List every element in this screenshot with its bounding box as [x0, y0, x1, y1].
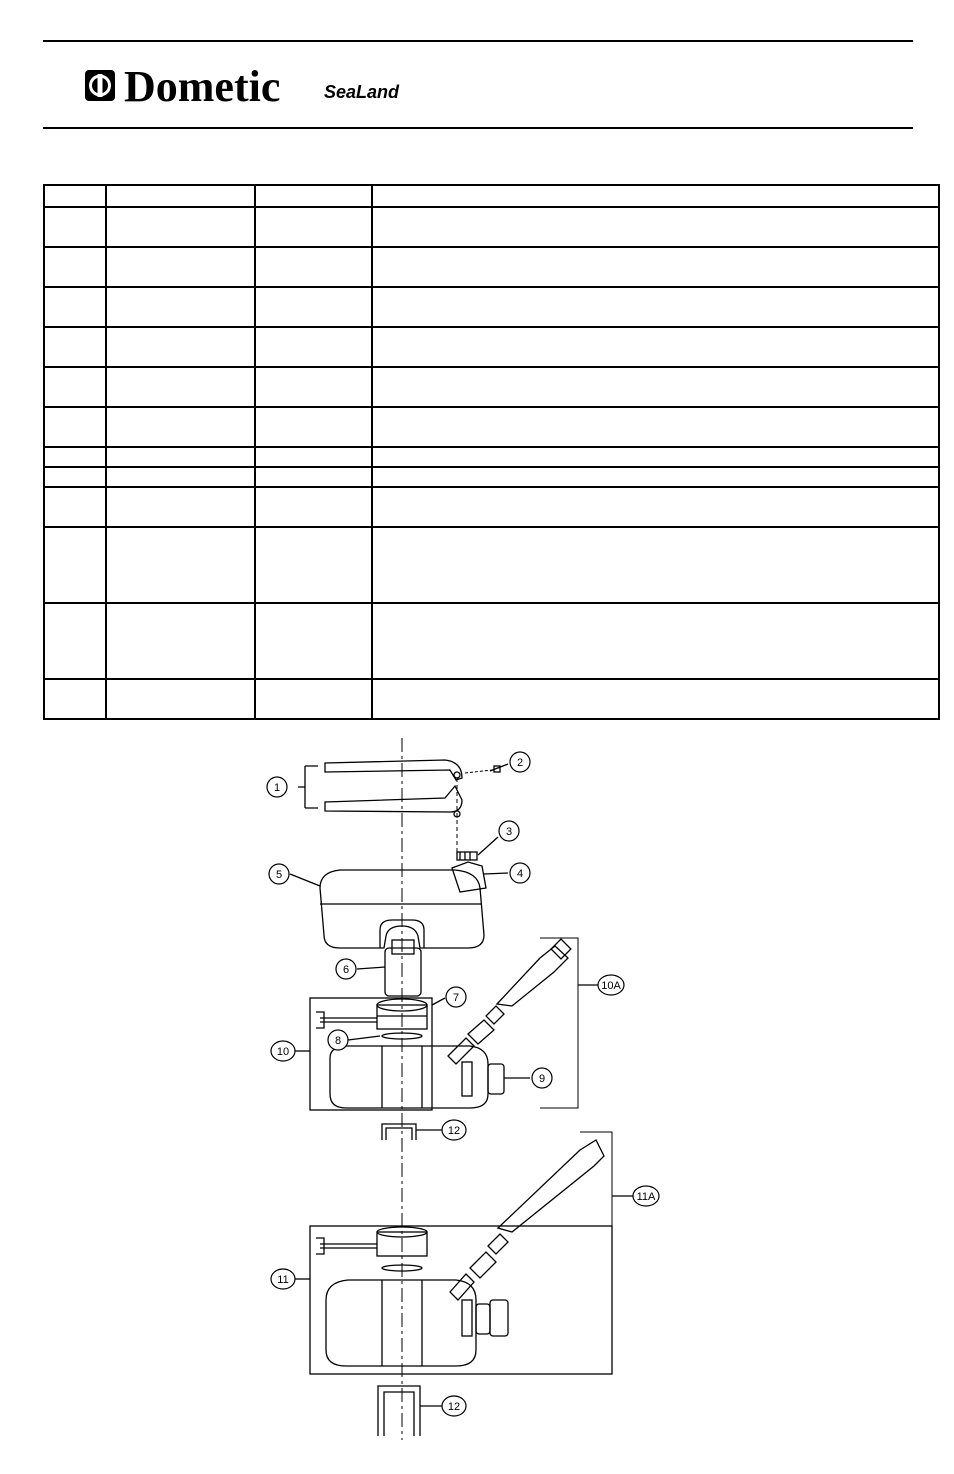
- cell: [255, 447, 372, 467]
- cell: [106, 467, 255, 487]
- cell: [372, 247, 939, 287]
- cell: [44, 327, 106, 367]
- bottom-rule: [43, 127, 913, 129]
- cell: [372, 679, 939, 719]
- cell: [106, 407, 255, 447]
- cell: [255, 603, 372, 679]
- cell: [106, 247, 255, 287]
- top-rule: [43, 40, 913, 42]
- cell: [372, 527, 939, 603]
- callout-10: 10: [276, 1046, 290, 1058]
- cell: [372, 447, 939, 467]
- callout-4: 4: [516, 868, 524, 880]
- cell: [106, 367, 255, 407]
- callout-5: 5: [275, 869, 283, 881]
- header-item: [44, 185, 106, 207]
- cell: [255, 407, 372, 447]
- cell: [44, 207, 106, 247]
- sub-brand-name: SeaLand: [324, 82, 400, 102]
- header-quantity: [255, 185, 372, 207]
- cell: [106, 603, 255, 679]
- cell: [255, 367, 372, 407]
- cell: [255, 679, 372, 719]
- cell: [44, 527, 106, 603]
- cell: [372, 603, 939, 679]
- cell: [106, 287, 255, 327]
- callout-8: 8: [334, 1035, 342, 1047]
- cell: [106, 447, 255, 467]
- cell: [372, 467, 939, 487]
- brand-logo: [84, 66, 414, 111]
- table-row: [44, 407, 939, 447]
- callout-9: 9: [538, 1073, 546, 1085]
- cell: [255, 467, 372, 487]
- table-row: [44, 487, 939, 527]
- callout-6: 6: [342, 964, 350, 976]
- cell: [372, 287, 939, 327]
- cell: [255, 487, 372, 527]
- cell: [44, 447, 106, 467]
- header-part-number: [106, 185, 255, 207]
- table-row: [44, 367, 939, 407]
- cell: [44, 487, 106, 527]
- callout-2: 2: [516, 757, 524, 769]
- exploded-parts-diagram: [250, 736, 670, 1446]
- callout-3: 3: [505, 826, 513, 838]
- cell: [372, 207, 939, 247]
- table-row: [44, 527, 939, 603]
- cell: [255, 247, 372, 287]
- table-row: [44, 447, 939, 467]
- cell: [372, 407, 939, 447]
- cell: [372, 327, 939, 367]
- cell: [255, 327, 372, 367]
- callout-11a: 11A: [636, 1191, 656, 1203]
- cell: [372, 367, 939, 407]
- callout-1: 1: [273, 782, 281, 794]
- table-row: [44, 247, 939, 287]
- header-description: [372, 185, 939, 207]
- table-row: [44, 287, 939, 327]
- cell: [44, 367, 106, 407]
- parts-table: [43, 184, 940, 720]
- table-header-row: [44, 185, 939, 207]
- table-row: [44, 603, 939, 679]
- table-row: [44, 207, 939, 247]
- cell: [106, 679, 255, 719]
- cell: [255, 287, 372, 327]
- cell: [44, 407, 106, 447]
- cell: [106, 527, 255, 603]
- cell: [372, 487, 939, 527]
- cell: [44, 603, 106, 679]
- table-row: [44, 327, 939, 367]
- dometic-emblem-icon: [85, 70, 115, 101]
- cell: [44, 467, 106, 487]
- cell: [106, 487, 255, 527]
- table-row: [44, 679, 939, 719]
- table-row: [44, 467, 939, 487]
- cell: [106, 207, 255, 247]
- cell: [255, 207, 372, 247]
- cell: [44, 287, 106, 327]
- cell: [44, 679, 106, 719]
- callout-12: 12: [447, 1125, 461, 1137]
- cell: [44, 247, 106, 287]
- cell: [255, 527, 372, 603]
- callout-10a: 10A: [601, 980, 621, 992]
- cell: [106, 327, 255, 367]
- callout-11: 11: [277, 1274, 289, 1286]
- callout-12-lower: 12: [447, 1401, 461, 1413]
- callout-7: 7: [452, 992, 460, 1004]
- brand-name: Dometic: [124, 66, 281, 106]
